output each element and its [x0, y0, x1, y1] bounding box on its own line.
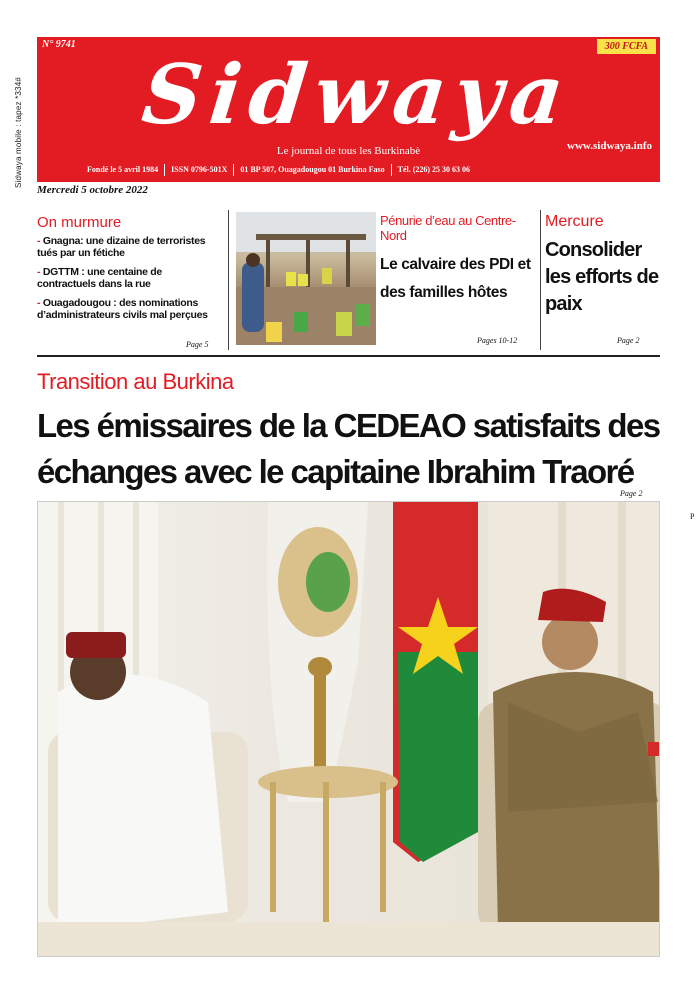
column-divider: [540, 210, 541, 350]
section-rule: [37, 355, 660, 357]
teaser-headline: Le calvaire des PDI et des familles hôtes: [380, 256, 531, 301]
tagline: Le journal de tous les Burkinabè: [276, 145, 421, 157]
price-badge: 300 FCFA: [597, 39, 656, 54]
main-story-photo: [37, 501, 660, 957]
founded-info: Fondé le 5 avril 1984: [87, 165, 159, 174]
teaser-heading: On murmure: [37, 214, 122, 231]
masthead: [37, 37, 660, 182]
issue-number: N° 9741: [42, 39, 76, 50]
teaser2-page-ref: Pages 10-12: [477, 336, 518, 345]
column-divider: [228, 210, 229, 350]
website-link[interactable]: www.sidwaya.info: [567, 140, 652, 152]
masthead-info-bar: [37, 164, 660, 176]
list-item: - DGTTM : une centaine de contractuels dans la rue: [37, 266, 162, 290]
teaser3-page-ref: Page 2: [617, 336, 640, 345]
teaser-kicker: Pénurie d’eau au Centre-Nord: [380, 213, 516, 243]
phone-info: Tél. (226) 25 30 63 06: [391, 164, 476, 176]
newspaper-logo: Sidwaya: [137, 47, 577, 143]
main-kicker: Transition au Burkina: [37, 369, 234, 394]
edge-letter: P: [690, 512, 695, 521]
teaser-on-murmure[interactable]: [37, 214, 222, 328]
teaser1-page-ref: Page 5: [186, 340, 209, 349]
teaser-water-shortage[interactable]: [380, 213, 532, 307]
teaser-kicker: Mercure: [545, 213, 604, 230]
side-promo-text: Sidwaya mobile : tapez *334#: [14, 77, 23, 188]
issn-info: ISSN 0796-501X: [164, 164, 233, 176]
list-item: - Ouagadougou : des nominations d’administrateurs civils mal perçues: [37, 297, 208, 321]
list-item: - Gnagna: une dizaine de terroristes tués par un fétiche: [37, 235, 206, 259]
issue-date: Mercredi 5 octobre 2022: [37, 184, 148, 196]
water-shortage-photo: [236, 212, 376, 345]
address-info: 01 BP 507, Ouagadougou 01 Burkina Faso: [233, 164, 390, 176]
teaser-headline: Consolider les efforts de paix: [545, 239, 659, 315]
main-page-ref: Page 2: [620, 489, 643, 498]
teaser-mercure[interactable]: [545, 213, 660, 318]
main-headline[interactable]: Les émissaires de la CEDEAO satisfaits des échanges avec le capitaine Ibrahim Traoré: [37, 407, 660, 490]
